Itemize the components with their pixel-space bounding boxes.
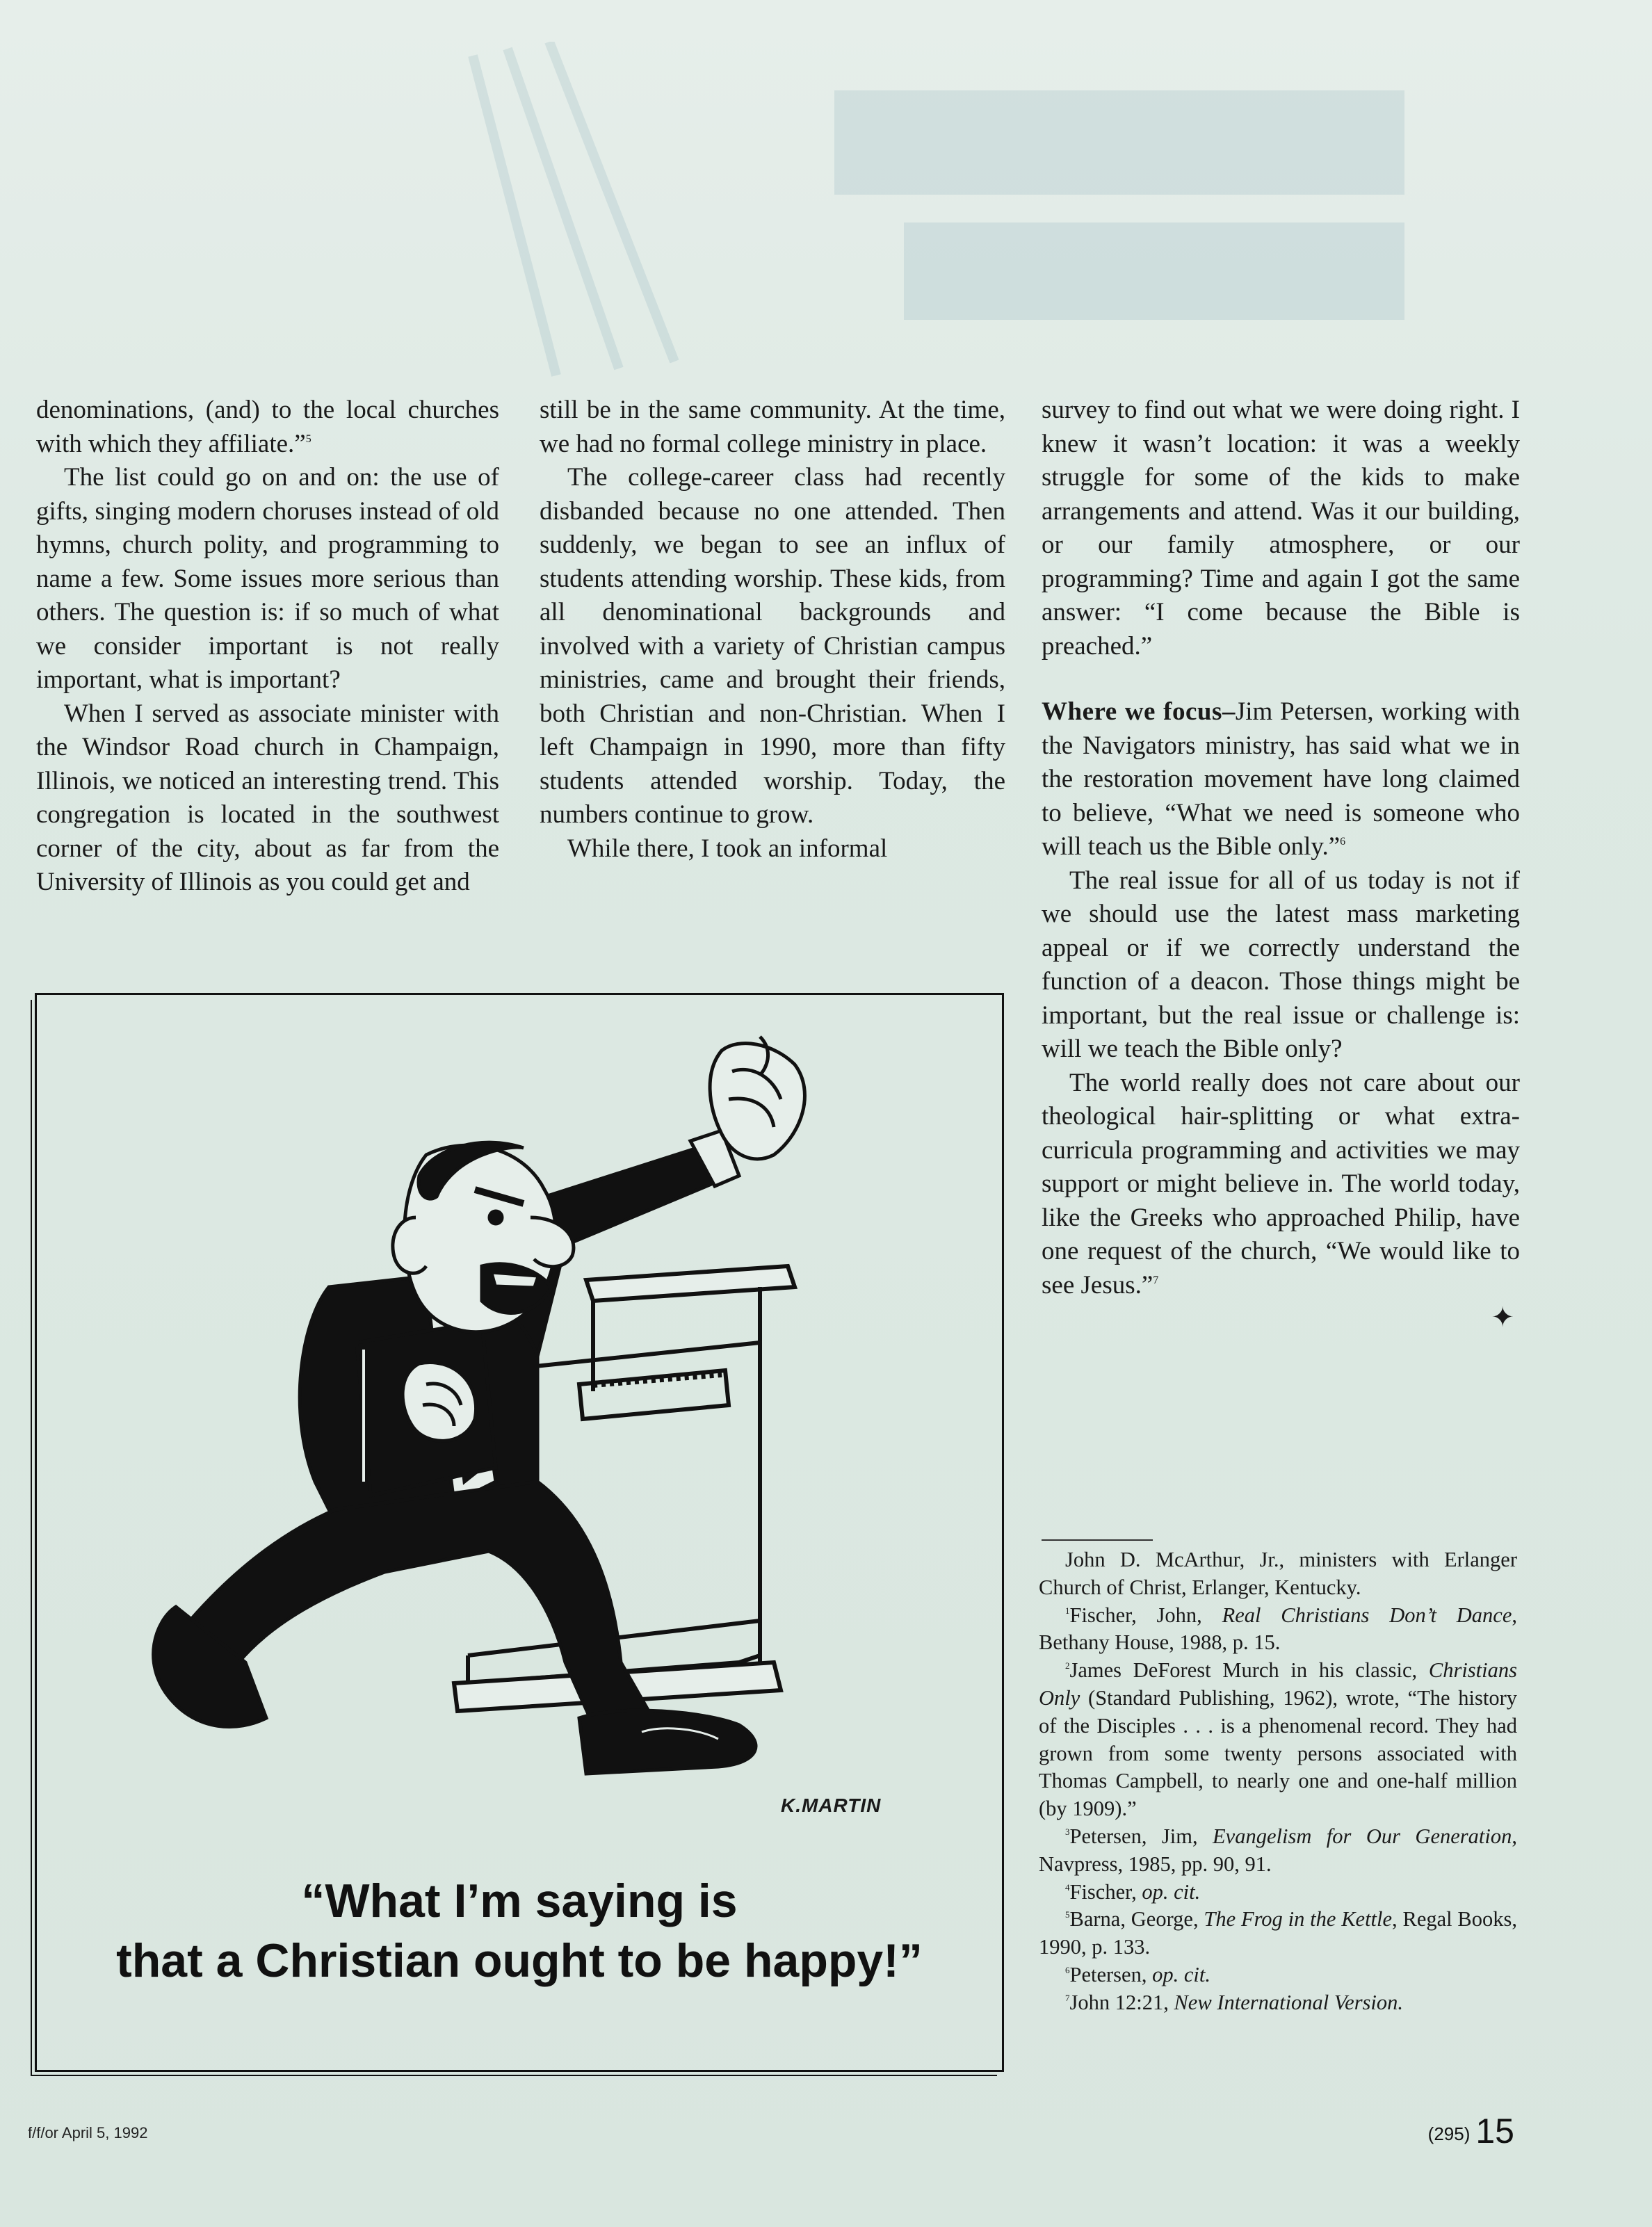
paragraph: Where we focus–Jim Petersen, working with the Navigators ministry, has said what we in the restoration movement have long claimed to believe, “What we need is someone who will teach us the Bible only.”$^6$ xyxy=(1042,697,1520,861)
text-column-3 xyxy=(1042,394,1520,1333)
paragraph: The world really does not care about our theological hair-splitting or what extra-curricula programming and activities we may support or might believe in. The world today, like the Greeks who approached Philip, have one request of the church, “We would like to see Jesus.”$^7$ xyxy=(1042,1068,1520,1299)
footnotes xyxy=(1039,1546,1517,2017)
paragraph: survey to find out what we were doing right. I knew it wasn’t location: it was a weekly struggle for some of the kids to make arrangements and attend. Was it our building, or our family atmosphere, or our programming? Time and again I got the same answer: “I come because the Bible is preached.” xyxy=(1042,396,1520,661)
footnote-item: $^3$Petersen, Jim, Evangelism for Our Generation, Navpress, 1985, pp. 90, 91. xyxy=(1039,1824,1517,1876)
page-number-value: 15 xyxy=(1475,2112,1514,2151)
text-column-2 xyxy=(540,394,1005,866)
bleed-through-artwork xyxy=(445,42,1530,389)
footnote-item: $^5$Barna, George, The Frog in the Kettle, Regal Books, 1990, p. 133. xyxy=(1039,1907,1518,1959)
issue-date: f/f/or April 5, 1992 xyxy=(28,2124,148,2141)
footnote-item: $^4$Fischer, op. cit. xyxy=(1065,1879,1201,1904)
artist-signature: K.MARTIN xyxy=(781,1795,882,1816)
preacher-cartoon xyxy=(37,995,1002,1864)
issue-number: (295) xyxy=(1427,2123,1471,2144)
paragraph: While there, I took an informal xyxy=(567,834,888,863)
page-number xyxy=(1428,2111,1514,2151)
footnote-item: $^6$Petersen, op. cit. xyxy=(1065,1962,1210,1986)
paragraph: denominations, (and) to the local churches with which they affiliate.”$^5$ xyxy=(36,396,499,458)
text-column-1 xyxy=(36,394,499,900)
footnote-item: $^1$Fischer, John, Real Christians Don’t Dance, Bethany House, 1988, p. 15. xyxy=(1039,1603,1517,1655)
end-mark-icon: ✦ xyxy=(1491,1302,1514,1333)
footnote-rule xyxy=(1042,1539,1153,1541)
cartoon-caption: “What I’m saying is that a Christian ought to be happy!” xyxy=(116,1874,923,1987)
footnote-list xyxy=(1039,1602,1517,2017)
paragraph: still be in the same community. At the time, we had no formal college ministry in place. xyxy=(540,396,1005,458)
paragraph: The list could go on and on: the use of gifts, singing modern choruses instead of old hymns, church polity, and programming to name a few. Some issues more serious than others. The question is: if so much of what we consider important is not really important, what is important? xyxy=(36,463,499,694)
footnote-item: $^7$John 12:21, New International Version. xyxy=(1065,1990,1404,2014)
cartoon-panel xyxy=(35,993,1004,2072)
section-heading: Where we focus– xyxy=(1042,697,1236,726)
footnote-item: $^2$James DeForest Murch in his classic, Christians Only (Standard Publishing, 1962), wrote, “The history of the Disciples . . . is a phenomenal record. They had grown from some twenty persons associated with Thomas Campbell, to nearly one and one-half million (by 1909).” xyxy=(1039,1658,1517,1821)
paragraph: The real issue for all of us today is not if we should use the latest mass marketing appeal or if we correctly understand the function of a deacon. Those things might be important, but the real issue or challenge is: will we teach the Bible only? xyxy=(1042,866,1520,1063)
paragraph: When I served as associate minister with the Windsor Road church in Champaign, Illinois, we noticed an interesting trend. This congregation is located in the southwest corner of the city, about as far from the University of Illinois as you could get and xyxy=(36,699,499,896)
author-note: John D. McArthur, Jr., ministers with Erlanger Church of Christ, Erlanger, Kentucky. xyxy=(1039,1548,1517,1599)
paragraph: The college-career class had recently disbanded because no one attended. Then suddenly, we began to see an influx of students attending worship. These kids, from all denominational backgrounds and involved with a variety of Christian campus ministries, came and brought their friends, both Christian and non-Christian. When I left Champaign in 1990, more than fifty students attended worship. Today, the numbers continue to grow. xyxy=(540,463,1005,829)
